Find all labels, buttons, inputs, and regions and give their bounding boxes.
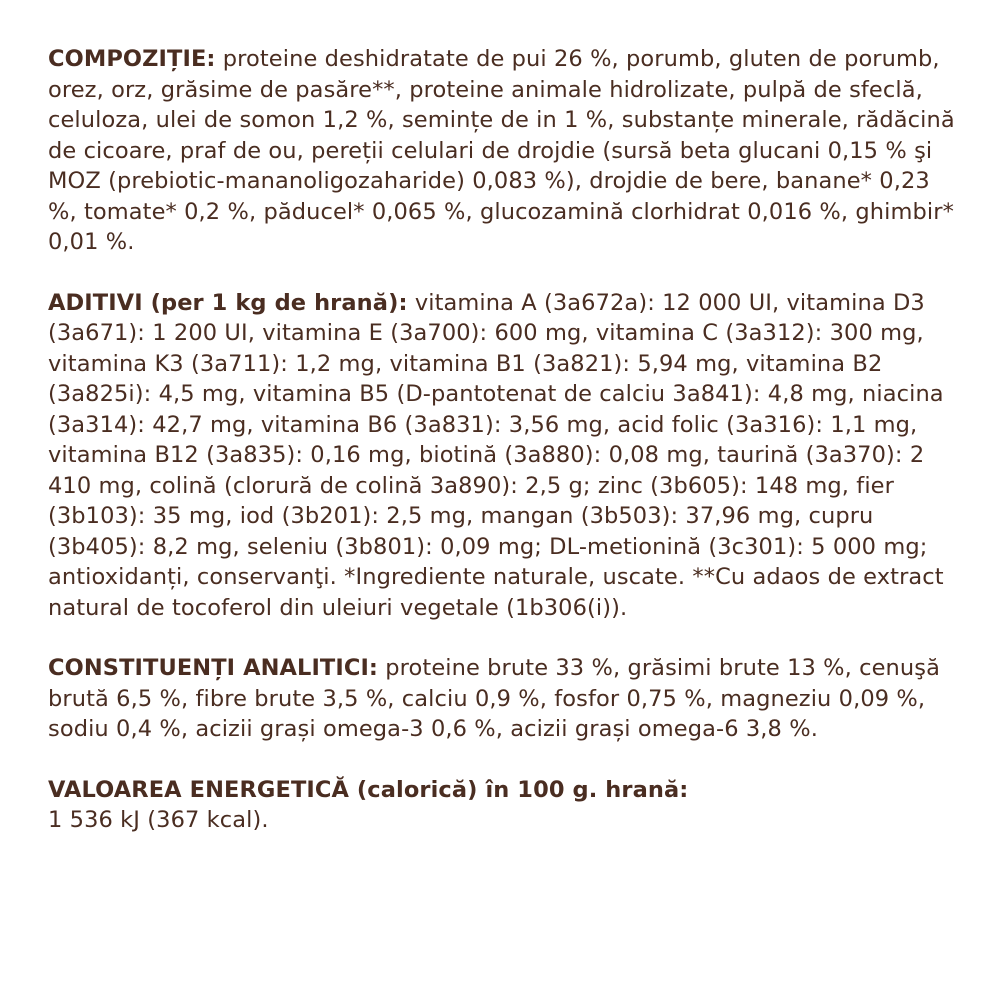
energy-value-section [48,775,963,836]
composition-text: proteine deshidratate de pui 26 %, porumb, gluten de porumb, orez, orz, grăsime de pasăre**, proteine animale hidrolizate, pulpă de sfeclă, celuloza, ulei de somon 1,2 %, semințe de in 1 %, substanțe minerale, rădăcină de cicoare, praf de ou, pereții celulari de drojdie (sursă beta glucani 0,15 % şi MOZ (prebiotic-mananoligozaharide) 0,083 %), drojdie de bere, banane* 0,23 %, tomate* 0,2 %, păducel* 0,065 %, glucozamină clorhidrat 0,016 %, ghimbir* 0,01 %. [48,46,955,255]
analytical-constituents-section [48,653,963,745]
energy-value-heading: VALOAREA ENERGETICĂ (calorică) în 100 g. hrană: [48,776,689,803]
additives-text: vitamina A (3a672a): 12 000 UI, vitamina D3 (3a671): 1 200 UI, vitamina E (3a700): 600 mg, vitamina C (3a312): 300 mg, vitamina K3 (3a711): 1,2 mg, vitamina B1 (3a821): 5,94 mg, vitamina B2 (3a825i): 4,5 mg, vitamina B5 (D-pantotenat de calciu 3a841): 4,8 mg, niacina (3a314): 42,7 mg, vitamina B6 (3a831): 3,56 mg, acid folic (3a316): 1,1 mg, vitamina B12 (3a835): 0,16 mg, biotină (3a880): 0,08 mg, taurină (3a370): 2 410 mg, colină (clorură de colină 3a890): 2,5 g; zinc (3b605): 148 mg, fier (3b103): 35 mg, iod (3b201): 2,5 mg, mangan (3b503): 37,96 mg, cupru (3b405): 8,2 mg, seleniu (3b801): 0,09 mg; DL-metionină (3c301): 5 000 mg; antioxidanți, conservanţi. *Ingrediente naturale, uscate. **Cu adaos de extract natural de tocoferol din uleiuri vegetale (1b306(i)). [48,289,944,621]
additives-section [48,288,963,624]
composition-section [48,44,963,258]
analytical-constituents-text: proteine brute 33 %, grăsimi brute 13 %, cenuşă brută 6,5 %, fibre brute 3,5 %, calciu 0,9 %, fosfor 0,75 %, magneziu 0,09 %, sodiu 0,4 %, acizii grași omega-3 0,6 %, acizii grași omega-6 3,8 %. [48,655,940,742]
analytical-constituents-heading: CONSTITUENȚI ANALITICI: [48,655,379,681]
additives-heading: ADITIVI (per 1 kg de hrană): [48,289,408,316]
composition-heading: COMPOZIȚIE: [48,46,216,72]
ingredients-label [48,44,963,866]
energy-value-text: 1 536 kJ (367 kcal). [48,807,269,833]
